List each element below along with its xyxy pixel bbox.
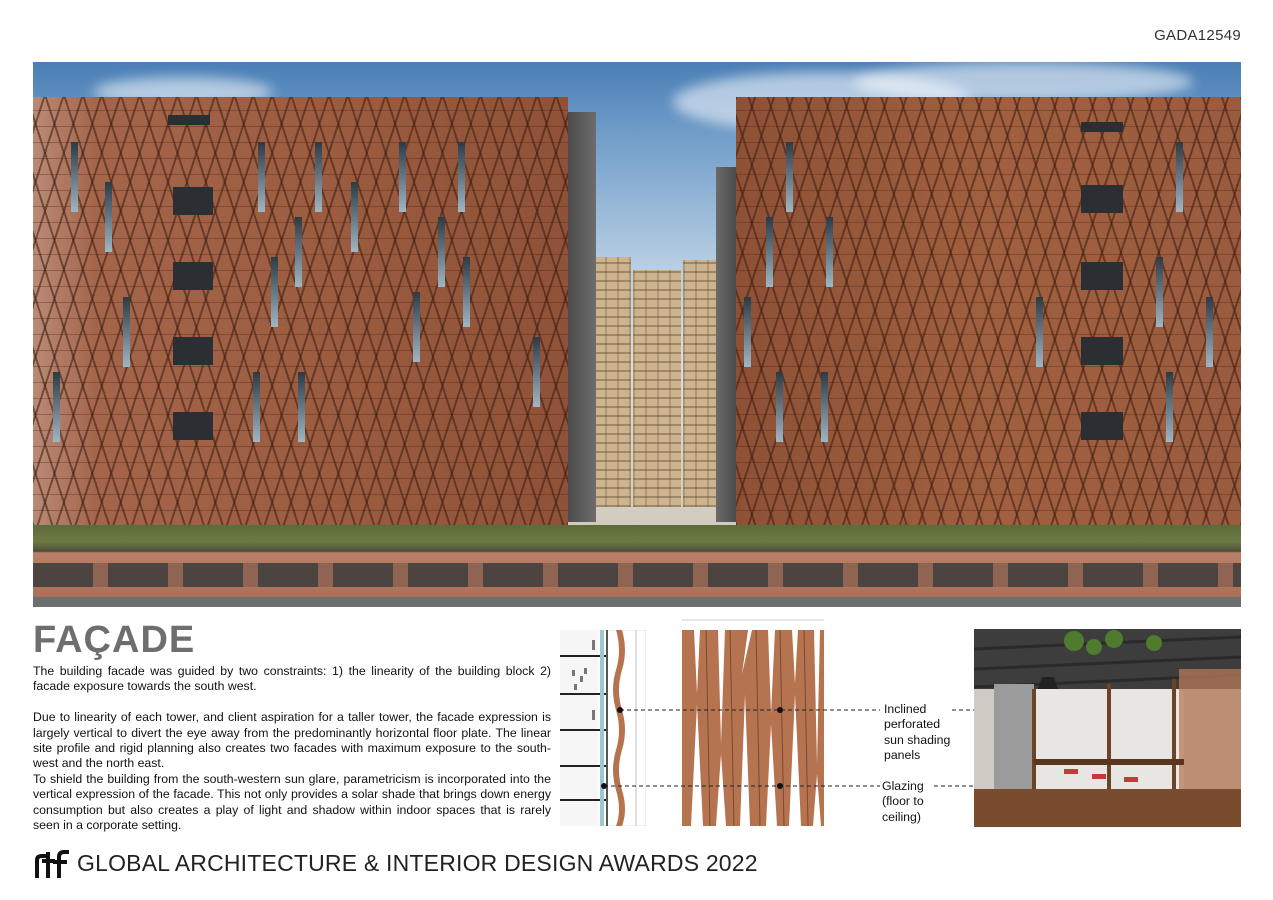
award-title: GLOBAL ARCHITECTURE & INTERIOR DESIGN AWARDS 2022 [77, 849, 758, 876]
facade-description [33, 664, 551, 833]
document-code: GADA12549 [1154, 27, 1241, 44]
footer [33, 848, 758, 878]
cloud [853, 62, 1193, 102]
paragraph: Due to linearity of each tower, and client aspiration for a taller tower, the facade expression is largely vertical to divert the eye away from the predominantly horizontal floor plate. The linear site profile and rigid planning also creates two facades with maximum exposure to the south-west and the north east. [33, 710, 551, 771]
building-side-right [716, 167, 736, 522]
background-tower [633, 270, 681, 507]
paragraph: The building facade was guided by two constraints: 1) the linearity of the building block 2) facade exposure towards the south west. [33, 664, 551, 694]
building-left [33, 97, 568, 527]
facade-photo [33, 62, 1241, 607]
road [33, 597, 1241, 607]
podium-parking [33, 563, 1241, 587]
panels-annotation: Inclined perforated sun shading panels [884, 702, 951, 763]
section-title: FAÇADE [33, 619, 196, 661]
rtf-logo-icon [33, 848, 69, 878]
background-tower [593, 257, 631, 507]
interior-photo [974, 629, 1241, 827]
glazing-annotation: Glazing (floor to ceiling) [882, 779, 924, 824]
paragraph: To shield the building from the south-western sun glare, parametricism is incorporated into the vertical expression of the facade. This not only provides a solar shade that brings down energy consumption but also creates a play of light and shadow within indoor spaces that is rarely seen in a corporate setting. [33, 771, 551, 833]
building-right [736, 97, 1241, 527]
building-side-left [568, 112, 596, 522]
background-tower [683, 260, 717, 507]
